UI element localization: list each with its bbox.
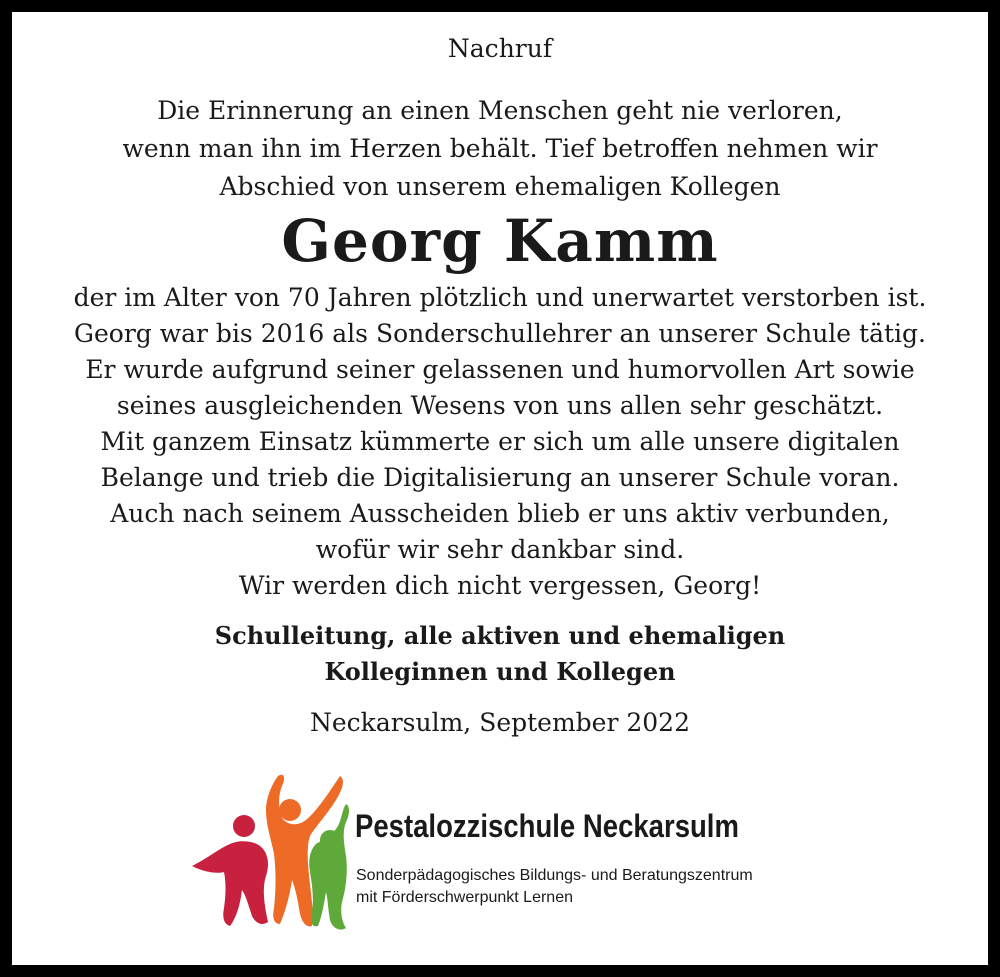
school-subtitle xyxy=(356,865,753,909)
obituary-card xyxy=(12,12,988,965)
body-line: Er wurde aufgrund seiner gelassenen und humorvollen Art sowie xyxy=(85,355,915,384)
body-line: Auch nach seinem Ausscheiden blieb er uns aktiv verbunden, xyxy=(110,499,890,528)
signature-line: Schulleitung, alle aktiven und ehemaligen xyxy=(214,621,786,650)
intro-line: Die Erinnerung an einen Menschen geht nie verloren, xyxy=(157,96,843,125)
intro-line: Abschied von unserem ehemaligen Kollegen xyxy=(219,172,781,201)
deceased-name: Georg Kamm xyxy=(281,207,719,275)
body-line: Georg war bis 2016 als Sonderschullehrer an unserer Schule tätig. xyxy=(74,319,926,348)
school-name: Pestalozzischule Neckarsulm xyxy=(355,808,739,844)
body-line: Belange und trieb die Digitalisierung an unserer Schule voran. xyxy=(100,463,900,492)
school-subtitle-line: mit Förderschwerpunkt Lernen xyxy=(356,889,573,906)
body-line: Wir werden dich nicht vergessen, Georg! xyxy=(238,571,762,600)
three-figures-logo-icon xyxy=(182,764,352,934)
body-line: der im Alter von 70 Jahren plötzlich und unerwartet verstorben ist. xyxy=(73,283,927,312)
body-line: wofür wir sehr dankbar sind. xyxy=(315,535,685,564)
intro-text xyxy=(12,92,988,206)
body-text xyxy=(12,280,988,604)
place-date: Neckarsulm, September 2022 xyxy=(310,708,690,737)
school-subtitle-line: Sonderpädagogisches Bildungs- und Beratungszentrum xyxy=(356,867,753,884)
signature-line: Kolleginnen und Kollegen xyxy=(324,657,676,686)
intro-line: wenn man ihn im Herzen behält. Tief betroffen nehmen wir xyxy=(122,134,878,163)
signature xyxy=(12,618,988,690)
heading: Nachruf xyxy=(447,34,553,63)
body-line: Mit ganzem Einsatz kümmerte er sich um alle unsere digitalen xyxy=(100,427,900,456)
red-figure xyxy=(192,815,268,926)
body-line: seines ausgleichenden Wesens von uns allen sehr geschätzt. xyxy=(116,391,884,420)
